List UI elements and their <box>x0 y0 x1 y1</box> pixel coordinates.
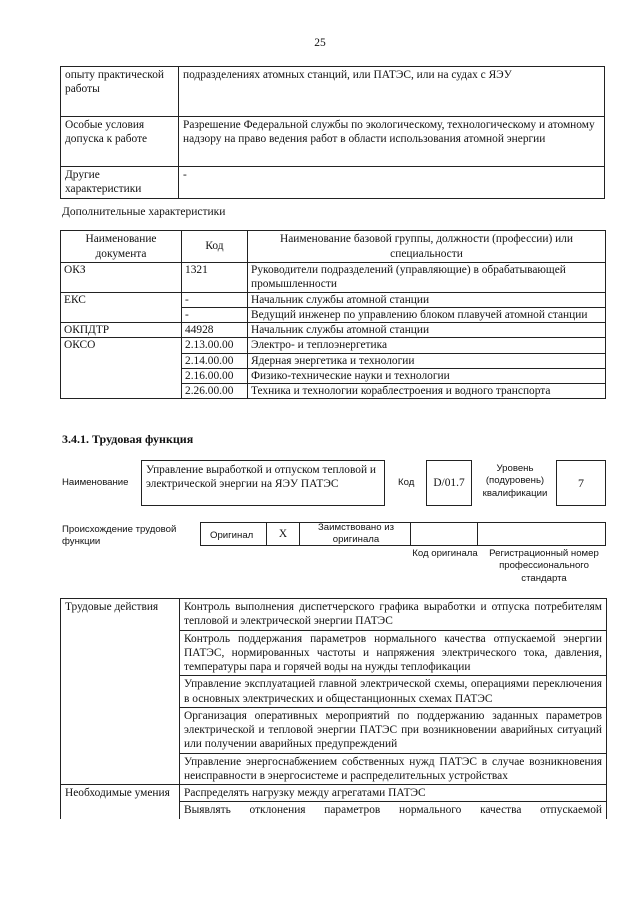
doc-cell: ЕКС <box>61 292 182 323</box>
doc-cell: ОКСО <box>61 338 182 399</box>
borrowed-label: Заимствовано из оригинала <box>318 522 394 546</box>
table-row <box>61 117 605 167</box>
function-code-box <box>426 460 472 506</box>
name-cell: Физико-технические науки и технологии <box>248 368 606 383</box>
name-cell: Руководители подразделений (управляющие) в обрабатывающей промышленности <box>248 263 606 293</box>
code-cell: 2.16.00.00 <box>182 368 248 383</box>
table-header-row <box>61 231 606 263</box>
skill-item: Выявлять отклонения параметров нормального качества отпускаемой <box>180 802 607 819</box>
column-header: Наименование документа <box>61 231 182 263</box>
function-code-value: D/01.7 <box>433 476 465 489</box>
row-label: Особые условия допуска к работе <box>61 117 179 167</box>
labor-action-item: Управление энергоснабжением собственных нужд ПАТЭС в случае возникновения неисправности в энергосистеме и распределительных устройствах <box>180 753 607 785</box>
name-cell: Ведущий инженер по управлению блоком плавучей атомной станции <box>248 307 606 322</box>
name-cell: Начальник службы атомной станции <box>248 292 606 307</box>
labor-action-item: Контроль поддержания параметров нормального качества отпускаемой энергии ПАТЭС, нормированных частоты и напряжения электрического тока, давления, температуры пара и горячей воды на нужды теплофикации <box>180 630 607 676</box>
row-value: Разрешение Федеральной службы по экологическому, технологическому и атомному надзору на право ведения работ в области использования атомной энергии <box>179 117 605 167</box>
name-label: Наименование <box>62 477 129 488</box>
section-label: Необходимые умения <box>61 785 180 819</box>
qualification-level-box <box>556 460 606 506</box>
qualification-level-value: 7 <box>578 475 584 490</box>
additional-characteristics-title: Дополнительные характеристики <box>62 206 226 218</box>
labor-action-item: Контроль выполнения диспетчерского графика выработки и отпуска потребителям тепловой и электрической энергии ПАТЭС <box>180 599 607 631</box>
table-row <box>61 599 607 631</box>
name-cell: Ядерная энергетика и технологии <box>248 353 606 368</box>
code-cell: 2.13.00.00 <box>182 338 248 353</box>
original-mark: X <box>278 527 288 540</box>
labor-action-item: Управление эксплуатацией главной электрической схемы, операциями переключения в основных электрических и общестанционных схемах ПАТЭС <box>180 676 607 708</box>
name-cell: Техника и технологии кораблестроения и водного транспорта <box>248 384 606 399</box>
original-label: Оригинал <box>210 530 254 541</box>
code-cell: 2.14.00.00 <box>182 353 248 368</box>
code-cell: 2.26.00.00 <box>182 384 248 399</box>
doc-cell: ОКПДТР <box>61 323 182 338</box>
code-cell: - <box>182 292 248 307</box>
code-original-box <box>410 522 478 546</box>
row-value: - <box>179 167 605 199</box>
table-row <box>61 67 605 117</box>
table-row <box>61 323 606 338</box>
code-label: Код <box>398 477 415 488</box>
code-original-label: Код оригинала <box>412 548 478 559</box>
name-cell: Начальник службы атомной станции <box>248 323 606 338</box>
table-row <box>61 338 606 353</box>
row-value: подразделениях атомных станций, или ПАТЭС, или на судах с ЯЭУ <box>179 67 605 117</box>
doc-cell: ОКЗ <box>61 263 182 293</box>
skill-item: Распределять нагрузку между агрегатами ПАТЭС <box>180 785 607 802</box>
table-row <box>61 785 607 802</box>
page-number: 25 <box>314 37 326 49</box>
row-label: Другие характеристики <box>61 167 179 199</box>
original-mark-box <box>266 522 300 546</box>
qualification-level-label: Уровень (подуровень) квалификации <box>482 463 548 499</box>
table-row <box>61 167 605 199</box>
code-cell: - <box>182 307 248 322</box>
code-cell: 1321 <box>182 263 248 293</box>
reg-number-label: Регистрационный номер профессионального стандарта <box>489 548 599 584</box>
labor-actions-table <box>60 598 607 819</box>
section-label: Трудовые действия <box>61 599 180 785</box>
requirements-table <box>60 66 605 199</box>
column-header: Код <box>182 231 248 263</box>
table-row <box>61 263 606 293</box>
row-label: опыту практической работы <box>61 67 179 117</box>
code-cell: 44928 <box>182 323 248 338</box>
section-title: 3.4.1. Трудовая функция <box>62 432 194 446</box>
table-row <box>61 292 606 307</box>
column-header: Наименование базовой группы, должности (профессии) или специальности <box>248 231 606 263</box>
additional-characteristics-table <box>60 230 606 399</box>
function-name-box <box>141 460 385 506</box>
name-cell: Электро- и теплоэнергетика <box>248 338 606 353</box>
function-name-value: Управление выработкой и отпуском тепловой и электрической энергии на ЯЭУ ПАТЭС <box>146 464 377 491</box>
origin-label: Происхождение трудовой функции <box>62 524 177 547</box>
labor-action-item: Организация оперативных мероприятий по поддержанию заданных параметров электрической и тепловой энергии ПАТЭС при возникновении аварийных ситуаций или получении аварийных предупреждений <box>180 707 607 753</box>
